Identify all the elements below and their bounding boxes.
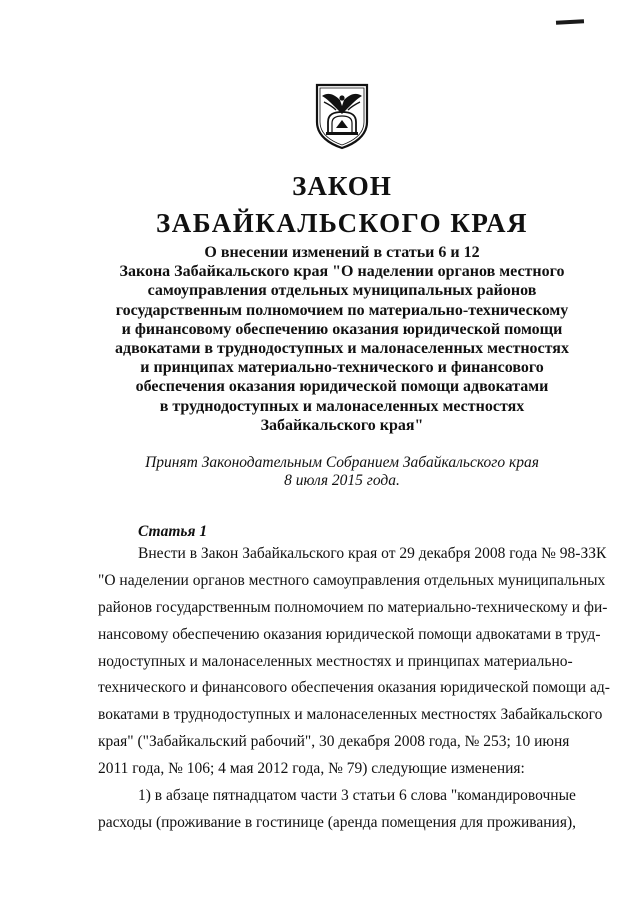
subtitle-line: в труднодоступных и малонаселенных местностях — [159, 397, 525, 415]
subtitle-line: О внесении изменений в статьи 6 и 12 — [204, 244, 480, 261]
body-line: "О наделении органов местного самоуправления отдельных муниципальных — [98, 571, 606, 589]
subtitle-line: Закона Забайкальского края "О наделении органов местного — [119, 263, 565, 281]
body-line: вокатами в труднодоступных и малонаселенных местностях Забайкальского — [98, 706, 603, 724]
body-line: 2011 года, № 106; 4 мая 2012 года, № 79) следующие изменения: — [98, 760, 525, 778]
subtitle-line: обеспечения оказания юридической помощи адвокатами — [135, 378, 549, 396]
body-line: технического и финансового обеспечения оказания юридической помощи ад- — [98, 679, 610, 697]
subtitle-line: и финансовому обеспечению оказания юридической помощи — [121, 320, 563, 338]
subtitle-line: Забайкальского края" — [260, 416, 424, 434]
subtitle-line: адвокатами в труднодоступных и малонаселенных местностях — [115, 340, 569, 358]
subtitle-line: самоуправления отдельных муниципальных районов — [147, 282, 537, 300]
body-line: края" ("Забайкальский рабочий", 30 декабря 2008 года, № 253; 10 июня — [98, 733, 570, 751]
body-line: расходы (проживание в гостинице (аренда помещения для проживания), — [98, 813, 576, 831]
body-line: Внести в Закон Забайкальского края от 29 декабря 2008 года № 98-ЗЗК — [138, 545, 607, 562]
law-subtitle — [90, 243, 594, 435]
title-line-2: ЗАБАЙКАЛЬСКОГО КРАЯ — [156, 208, 528, 238]
adoption-date: 8 июля 2015 года. — [284, 472, 400, 489]
subtitle-line: государственным полномочием по материально-техническому — [115, 301, 569, 319]
article-body — [98, 541, 610, 837]
adoption-note-line: Принят Законодательным Собранием Забайкальского края — [145, 454, 539, 471]
title-line-1: ЗАКОН — [292, 171, 392, 201]
coat-of-arms-icon — [314, 82, 370, 150]
body-line: нодоступных и малонаселенных местностях и принципах материально- — [98, 652, 573, 670]
article-heading: Статья 1 — [138, 523, 208, 540]
subtitle-line: и принципах материально-технического и финансового — [140, 359, 544, 377]
body-line: нансовому обеспечению оказания юридической помощи адвокатами в труд- — [98, 625, 601, 643]
adoption-note — [130, 454, 554, 490]
body-line: 1) в абзаце пятнадцатом части 3 статьи 6 слова "командировочные — [138, 787, 576, 805]
scan-mark — [556, 19, 584, 24]
body-line: районов государственным полномочием по материально-техническому и фи- — [98, 598, 608, 616]
